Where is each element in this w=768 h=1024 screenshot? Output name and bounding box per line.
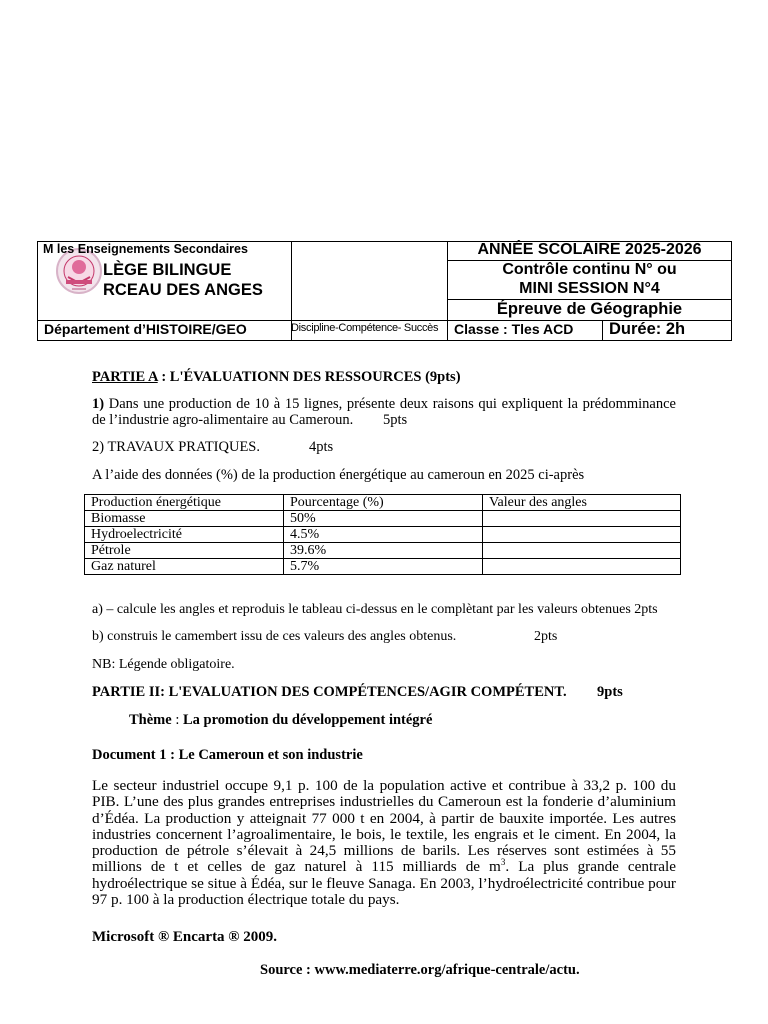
question-2b-points: 2pts [534,629,558,644]
exam-type-line2: MINI SESSION N°4 [519,280,660,297]
question-2a: a) – calcule les angles et reproduis le tableau ci-dessus en le complètant par les valeurs obtenues 2pts [92,602,658,617]
table-header-row [85,495,681,511]
theme-sep: : [171,712,183,728]
school-motto: Discipline-Compétence- Succès [291,322,439,334]
table-cell: 50% [284,511,483,527]
table-row [85,527,681,543]
table-cell [483,511,681,527]
theme-text: La promotion du développement intégré [182,712,433,728]
table-cell: 5.7% [284,559,483,575]
question-2b: b) construis le camembert issu de ces valeurs des angles obtenus. [92,629,457,644]
college-name-line1: LÈGE BILINGUE [103,261,232,279]
question-1-number: 1) [92,396,105,412]
document-text [92,778,676,908]
table-row [85,543,681,559]
border-bottom [37,340,732,341]
part-a-label: PARTIE A [92,369,158,385]
header-table [37,241,732,341]
college-name-line2: RCEAU DES ANGES [103,281,263,299]
table-header-cell: Production énergétique [85,495,284,511]
theme-line [129,712,432,728]
question-1-points: 5pts [383,412,408,428]
table-header-cell: Valeur des angles [483,495,681,511]
table-row [85,559,681,575]
nb-note: NB: Légende obligatoire. [92,657,235,672]
table-header-cell: Pourcentage (%) [284,495,483,511]
document-title: Document 1 : Le Cameroun et son industrie [92,747,363,763]
table-row [85,511,681,527]
source-url: Source : www.mediaterre.org/afrique-centrale/actu. [260,962,580,978]
source-encarta: Microsoft ® Encarta ® 2009. [92,929,278,945]
class-label: Classe : Tles ACD [454,321,574,337]
department-label: Département d’HISTOIRE/GEO [44,321,247,337]
border-left [37,241,38,341]
part-b-title: PARTIE II: L'EVALUATION DES COMPÉTENCES/AGIR COMPÉTENT. [92,684,567,700]
school-year: ANNÉE SCOLAIRE 2025-2026 [477,241,702,258]
superscript: 3 [500,857,506,868]
part-a-title-rest: : L'ÉVALUATIONN DES RESSOURCES (9pts) [157,369,461,385]
table-cell [483,543,681,559]
subject-title: Épreuve de Géographie [496,300,683,318]
energy-table [84,494,681,575]
question-1-text: Dans une production de 10 à 15 lignes, présente deux raisons qui expliquent la prédomminance de l’industrie agro-alimentaire au Cameroun. [92,396,676,429]
part-a-title [92,369,676,385]
theme-label: Thème [129,712,172,728]
duration-divider [602,320,603,341]
document-text-part2: . La plus grande centrale hydroélectrique se situe à Édéa, sur le fleuve Sanaga. En 2003, l’hydroélectricité contribue pour 97 p. 100 à la production électrique totale du pays. [92,858,676,909]
exam-type-line1: Contrôle continu N° ou [502,261,677,278]
question-2-intro: A l’aide des données (%) de la production énergétique au cameroun en 2025 ci-après [92,467,585,483]
question-2-title: 2) TRAVAUX PRATIQUES. [92,439,260,455]
question-2-points: 4pts [309,439,334,455]
part-b-points: 9pts [597,684,623,700]
ministry-label: M les Enseignements Secondaires [43,242,248,256]
document-text-part1: Le secteur industriel occupe 9,1 p. 100 de la population active et contribue à 33,2 p. 100 du PIB. L’une des plus grandes entreprises industrielles du Cameroun est la fonderie d’aluminium d’Édéa. La production y atteignait 77 000 t en 2004, à partir de bauxite importée. Les autres industries concernent l’agroalimentaire, le bois, le textile, les engrais et le ciment. En 2004, la production de pétrole s’élevait à 24,5 millions de barils. Les réserves sont estimées à 55 millions de t et celles de gaz naturel à 115 milliards de m [92,777,676,876]
duration-label: Durée: 2h [609,320,686,338]
table-cell [483,559,681,575]
table-cell [483,527,681,543]
table-cell: 4.5% [284,527,483,543]
table-cell: Hydroelectricité [85,527,284,543]
table-cell: 39.6% [284,543,483,559]
table-cell: Biomasse [85,511,284,527]
table-cell: Gaz naturel [85,559,284,575]
table-cell: Pétrole [85,543,284,559]
